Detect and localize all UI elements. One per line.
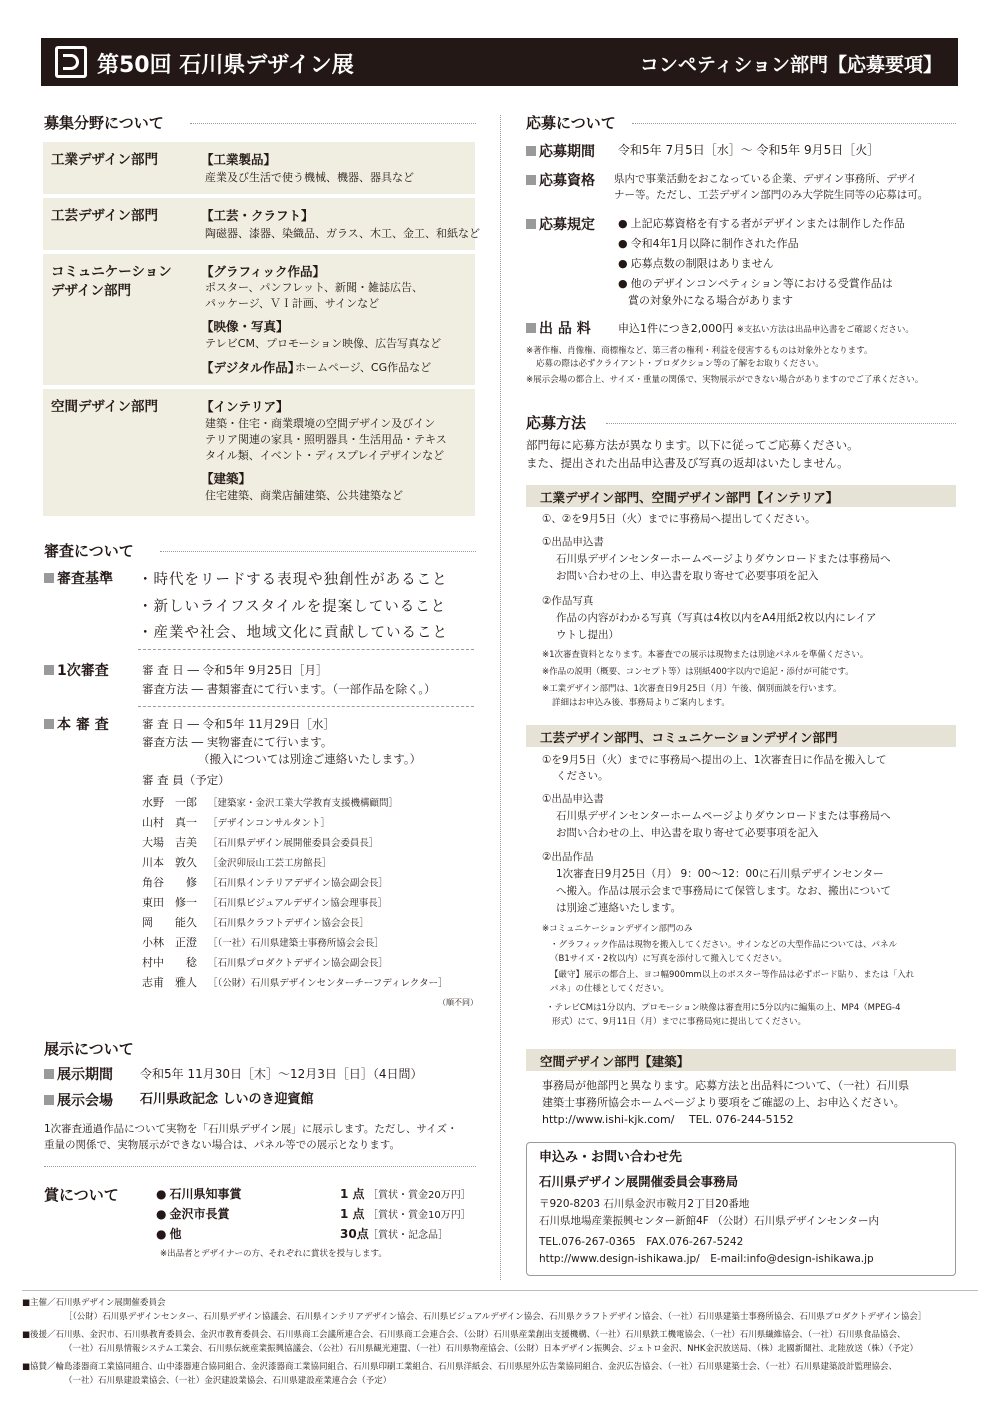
group2-step-desc: お問い合わせの上、申込書を取り寄せて必要事項を記入 <box>556 827 819 839</box>
group1-step-desc: 石川県デザインセンターホームページよりダウンロードまたは事務局へ <box>556 553 891 565</box>
group2-title: 工芸デザイン部門、コミュニケーションデザイン部門 <box>526 725 956 747</box>
award-name: ● 石川県知事賞 <box>156 1186 242 1203</box>
judge-row: 水野 一郎 ［建築家・金沢工業大学教育支援機構顧問］ <box>142 796 399 809</box>
fee: 申込1件につき2,000円 ※支払い方法は出品申込書をご確認ください。 <box>618 322 914 335</box>
contact-tel: TEL.076-267-0365 FAX.076-267-5242 <box>539 1236 744 1248</box>
square-bullet-icon <box>526 146 536 156</box>
main-review-date: 審 査 日 ― 令和5年 11月29日［水］ <box>142 717 335 731</box>
judge-row: 村中 稔 ［石川県プロダクトデザイン協会副会長］ <box>142 956 388 969</box>
contact-heading: 申込み・お問い合わせ先 <box>539 1150 683 1165</box>
divider <box>44 1166 476 1167</box>
criterion: ・時代をリードする表現や独創性があること <box>138 572 448 588</box>
field-desc: 陶磁器、漆器、染織品、ガラス、木工、金工、和紙など <box>205 227 480 240</box>
column-divider <box>500 115 501 1280</box>
field-name: デザイン部門 <box>51 283 132 299</box>
field-category: 【工業製品】 <box>201 152 277 167</box>
contact-org: 石川県デザイン展開催委員会事務局 <box>539 1174 739 1189</box>
square-bullet-icon <box>44 1069 54 1079</box>
apply-rule-cont: 賞の対象外になる場合があります <box>628 294 793 307</box>
method-heading: 応募方法 <box>526 414 587 432</box>
group1-step-desc: 作品の内容がわかる写真（写真は4枚以内をA4用紙2枚以内にレイア <box>556 612 877 624</box>
group1-title: 工業デザイン部門、空間デザイン部門【インテリア】 <box>526 485 956 507</box>
square-bullet-icon <box>44 719 54 729</box>
award-detail: ［賞状・賞金20万円］ <box>368 1190 471 1201</box>
apply-rules-label: 応募規定 <box>526 214 595 234</box>
awards-heading: 賞について <box>44 1186 119 1204</box>
field-name: 空間デザイン部門 <box>51 399 159 415</box>
divider <box>606 423 956 424</box>
apply-note: 応募の際は必ずクライアント・プロダクション等の了解をお取りください。 <box>536 359 824 369</box>
divider <box>632 123 956 124</box>
field-category: 【グラフィック作品】 <box>201 264 326 279</box>
group3-text: 建築士事務所協会ホームページより要項をご確認の上、お申込ください。 <box>542 1096 905 1109</box>
divider <box>160 551 476 552</box>
field-communication <box>43 254 475 385</box>
award-count: 1 点 <box>340 1207 365 1221</box>
award-count: 30点 <box>340 1227 369 1241</box>
group1-note: ※1次審査資料となります。本審査での展示は現物または別途パネルを準備ください。 <box>542 650 869 660</box>
judging-heading: 審査について <box>44 542 134 560</box>
field-desc: テレビCM、プロモーション映像、広告写真など <box>205 337 442 350</box>
criterion: ・産業や社会、地域文化に貢献していること <box>138 625 448 641</box>
judge-row: 岡 能久 ［石川県クラフトデザイン協会会長］ <box>142 916 369 929</box>
header-title: 第50回 石川県デザイン展 <box>97 53 354 78</box>
judge-row: 志甫 雅人 ［（公財）石川県デザインセンターチーフディレクター］ <box>142 976 448 989</box>
method-intro: 部門毎に応募方法が異なります。以下に従ってご応募ください。 <box>526 438 859 452</box>
field-desc: ホームページ、CG作品など <box>295 361 432 374</box>
group2-note: パネ」の仕様としてください。 <box>550 984 670 994</box>
square-bullet-icon <box>44 573 54 583</box>
main-review-note: （搬入については別途ご連絡いたします。） <box>198 752 422 766</box>
judge-row: 角谷 修 ［石川県インテリアデザイン協会副会長］ <box>142 876 388 889</box>
fields-heading: 募集分野について <box>44 114 164 132</box>
divider <box>138 706 474 707</box>
group1-note: ※作品の説明（概要、コンセプト等）は別紙400字以内で追記・添付が可能です。 <box>542 667 854 677</box>
page-header <box>41 38 958 86</box>
square-bullet-icon <box>526 323 536 333</box>
apply-rule: ● 上記応募資格を有する者がデザインまたは制作した作品 <box>618 215 905 232</box>
field-desc: ポスター、パンフレット、新聞・雑誌広告、 <box>205 281 424 294</box>
fee-label: 出 品 料 <box>526 318 591 338</box>
divider <box>138 649 474 650</box>
footer-coop: （一社）石川県建設業協会、（一社）金沢建設業協会、石川県建設産業連合会（予定） <box>64 1376 392 1386</box>
footer-divider <box>22 1290 978 1291</box>
field-category: 【建築】 <box>201 471 252 486</box>
apply-period-label: 応募期間 <box>526 141 595 161</box>
group2-note: ・テレビCMは1分以内、プロモーション映像は審査用に5分以内に編集の上、MP4（MPEG-4 <box>546 1003 901 1013</box>
field-category: 【インテリア】 <box>201 399 289 414</box>
awards-note: ※出品者とデザイナーの方、それぞれに賞状を授与します。 <box>160 1249 387 1259</box>
field-industrial <box>43 142 475 194</box>
group2-note: ・グラフィック作品は現物を搬入してください。サインなどの大型作品については、パネル <box>550 940 898 950</box>
apply-period: 令和5年 7月5日［水］〜 令和5年 9月5日［火］ <box>618 143 880 157</box>
order-note: （順不同） <box>438 998 478 1007</box>
apply-note: ※展示会場の都合上、サイズ・重量の関係で、実物展示ができない場合がありますのでご了承ください。 <box>526 375 924 385</box>
contact-address: 〒920-8203 石川県金沢市鞍月2丁目20番地 <box>539 1198 750 1210</box>
apply-rule: ● 他のデザインコンペティション等における受賞作品は <box>618 275 893 292</box>
group2-note: ※コミュニケーションデザイン部門のみ <box>542 924 693 934</box>
group1-step-desc: ウトし提出） <box>556 629 619 641</box>
award-name: ● 金沢市長賞 <box>156 1206 230 1223</box>
judge-row: 東田 修一 ［石川県ビジュアルデザイン協会理事長］ <box>142 896 388 909</box>
group1-lead: ①、②を9月5日（火）までに事務局へ提出してください。 <box>542 513 816 525</box>
group1-step-desc: お問い合わせの上、申込書を取り寄せて必要事項を記入 <box>556 570 819 582</box>
footer-support: （一社）石川県情報システム工業会、石川県伝統産業振興協議会、（公社）石川県観光連盟、（一社）石川県物産協会、（公財）日本デザイン振興会、ジェトロ金沢、NHK金沢放送局、（株）北國新聞社、北陸放送（株）（予定） <box>64 1344 918 1354</box>
field-desc: 建築・住宅・商業環境の空間デザイン及びイン <box>205 417 436 430</box>
group1-note: 詳細はお申込み後、事務局よりご案内します。 <box>552 698 730 708</box>
main-review-label: 本 審 査 <box>44 714 109 734</box>
field-name: 工業デザイン部門 <box>51 152 159 168</box>
field-craft <box>43 198 480 250</box>
field-desc: テリア関連の家具・照明器具・生活用品・テキス <box>205 433 447 446</box>
design-exhibition-logo-icon <box>55 46 87 78</box>
group1-step: ①出品申込書 <box>542 536 604 548</box>
first-review-method: 審査方法 ― 書類審査にて行います。（一部作品を除く。） <box>142 682 436 696</box>
apply-rule: ● 令和4年1月以降に制作された作品 <box>618 235 799 252</box>
field-desc: 住宅建築、商業店舗建築、公共建築など <box>205 489 403 502</box>
judge-row: 川本 敦久 ［金沢卯辰山工芸工房館長］ <box>142 856 332 869</box>
group2-lead: ①を9月5日（火）までに事務局へ提出の上、1次審査日に作品を搬入して <box>542 754 887 766</box>
contact-address: 石川県地場産業振興センター新館4F （公財）石川県デザインセンター内 <box>539 1215 879 1227</box>
footer-support: ■後援／石川県、金沢市、石川県教育委員会、金沢市教育委員会、石川県商工会議所連合会、石川県商工会連合会、（公財）石川県産業創出支援機構、（一社）石川県鉄工機電協会、（一社）石川県繊維協会、（一社）石川県食品協会、 <box>22 1330 906 1340</box>
field-desc: 産業及び生活で使う機械、機器、器具など <box>205 171 414 184</box>
award-count: 1 点 <box>340 1187 365 1201</box>
group2-note: 形式）にて、9月11日（月）までに事務局宛に提出してください。 <box>552 1017 807 1027</box>
judge-row: 大場 吉美 ［石川県デザイン展開催委員会委員長］ <box>142 836 379 849</box>
award-detail: ［賞状・記念品］ <box>368 1230 448 1241</box>
group2-step: ②出品作品 <box>542 851 594 863</box>
header-subtitle: コンペティション部門【応募要項】 <box>639 54 942 76</box>
field-name: 工芸デザイン部門 <box>51 208 159 224</box>
apply-note: ※著作権、肖像権、商標権など、第三者の権利・利益を侵害するものは対象外となります。 <box>526 346 873 356</box>
exhibition-period: 令和5年 11月30日［木］〜12月3日［日］（4日間） <box>140 1067 423 1081</box>
divider <box>190 123 476 124</box>
field-desc: タイル類、イベント・ディスプレイデザインなど <box>205 449 445 462</box>
group2-step-desc: 石川県デザインセンターホームページよりダウンロードまたは事務局へ <box>556 810 891 822</box>
apply-qual: ナー等。ただし、工芸デザイン部門のみ大学院生同等の応募は可。 <box>614 189 929 201</box>
apply-qual-label: 応募資格 <box>526 170 595 190</box>
exhibition-venue-label: 展示会場 <box>44 1090 113 1110</box>
group1-step: ②作品写真 <box>542 595 594 607</box>
award-name: ● 他 <box>156 1226 182 1243</box>
judge-row: 小林 正澄 ［（一社）石川県建築士事務所協会会長］ <box>142 936 384 949</box>
group2-step-desc: へ搬入。作品は展示会まで事務局にて保管します。なお、搬出について <box>556 885 891 897</box>
field-category: 【映像・写真】 <box>201 319 289 334</box>
field-category: 【デジタル作品】 <box>201 360 301 375</box>
group2-note: （B1サイズ・2枚以内）に写真を添付して搬入してください。 <box>550 954 787 964</box>
group2-step-desc: は別途ご連絡いたします。 <box>556 902 682 914</box>
exhibition-period-label: 展示期間 <box>44 1064 113 1084</box>
footer-host-list: ［（公財）石川県デザインセンター、石川県デザイン協議会、石川県インテリアデザイン協会、石川県ビジュアルデザイン協会、石川県クラフトデザイン協会、（一社）石川県建築士事務所協会、石川県プロダクトデザイン協会］ <box>64 1312 927 1322</box>
contact-box <box>526 1142 956 1276</box>
field-space <box>43 389 475 516</box>
footer-host: ■主催／石川県デザイン展開催委員会 <box>22 1298 166 1308</box>
main-review-method: 審査方法 ― 実物審査にて行います。 <box>142 735 333 749</box>
group3-text: 事務局が他部門と異なります。応募方法と出品料について、（一社）石川県 <box>542 1079 910 1092</box>
group3-title: 空間デザイン部門【建築】 <box>526 1049 956 1071</box>
square-bullet-icon <box>44 1095 54 1105</box>
group2-lead: ください。 <box>556 770 609 782</box>
contact-web[interactable]: http://www.design-ishikawa.jp/ E-mail:info@design-ishikawa.jp <box>539 1253 874 1265</box>
field-name: コミュニケーション <box>51 264 172 280</box>
square-bullet-icon <box>526 175 536 185</box>
criteria-label: 審査基準 <box>44 568 113 588</box>
apply-qual: 県内で事業活動をおこなっている企業、デザイン事務所、デザイ <box>614 173 918 185</box>
square-bullet-icon <box>526 219 536 229</box>
group2-step: ①出品申込書 <box>542 793 604 805</box>
first-review-date: 審 査 日 ― 令和5年 9月25日［月］ <box>142 663 328 677</box>
apply-rule: ● 応募点数の制限はありません <box>618 255 774 272</box>
group1-note: ※工業デザイン部門は、1次審査日9月25日（月）午後、個別面談を行います。 <box>542 684 842 694</box>
award-detail: ［賞状・賞金10万円］ <box>368 1210 471 1221</box>
group3-link[interactable]: http://www.ishi-kjk.com/ TEL. 076-244-5152 <box>542 1113 794 1126</box>
judges-label: 審 査 員（予定） <box>142 773 230 787</box>
judge-row: 山村 真一 ［デザインコンサルタント］ <box>142 816 330 829</box>
method-intro: また、提出された出品申込書及び写真の返却はいたしません。 <box>526 456 849 470</box>
group2-step-desc: 1次審査日9月25日（月） 9：00〜12：00に石川県デザインセンター <box>556 868 884 880</box>
group2-note: 【厳守】展示の都合上、ヨコ幅900mm以上のポスター等作品は必ずボード貼り、または「入れ <box>550 970 915 980</box>
criterion: ・新しいライフスタイルを提案していること <box>138 599 447 615</box>
square-bullet-icon <box>44 665 54 675</box>
field-desc: パッケージ、ＶＩ計画、サインなど <box>205 297 380 310</box>
first-review-label: 1次審査 <box>44 660 109 680</box>
exhibition-venue: 石川県政記念 しいのき迎賓館 <box>140 1092 314 1107</box>
exhibition-note: 重量の関係で、実物展示ができない場合は、パネル等での展示となります。 <box>44 1139 400 1151</box>
footer-coop: ■協賛／輪島漆器商工業協同組合、山中漆器連合協同組合、金沢漆器商工業協同組合、石川県印刷工業組合、石川県洋紙会、石川県屋外広告業協同組合、金沢広告協会、（一社）石川県建築士会、（一社）石川県建築設計監理協会、 <box>22 1362 898 1372</box>
apply-heading: 応募について <box>526 114 616 132</box>
exhibition-note: 1次審査通過作品について実物を「石川県デザイン展」に展示します。ただし、サイズ・ <box>44 1123 458 1135</box>
field-category: 【工芸・クラフト】 <box>201 208 314 223</box>
exhibition-heading: 展示について <box>44 1040 134 1058</box>
